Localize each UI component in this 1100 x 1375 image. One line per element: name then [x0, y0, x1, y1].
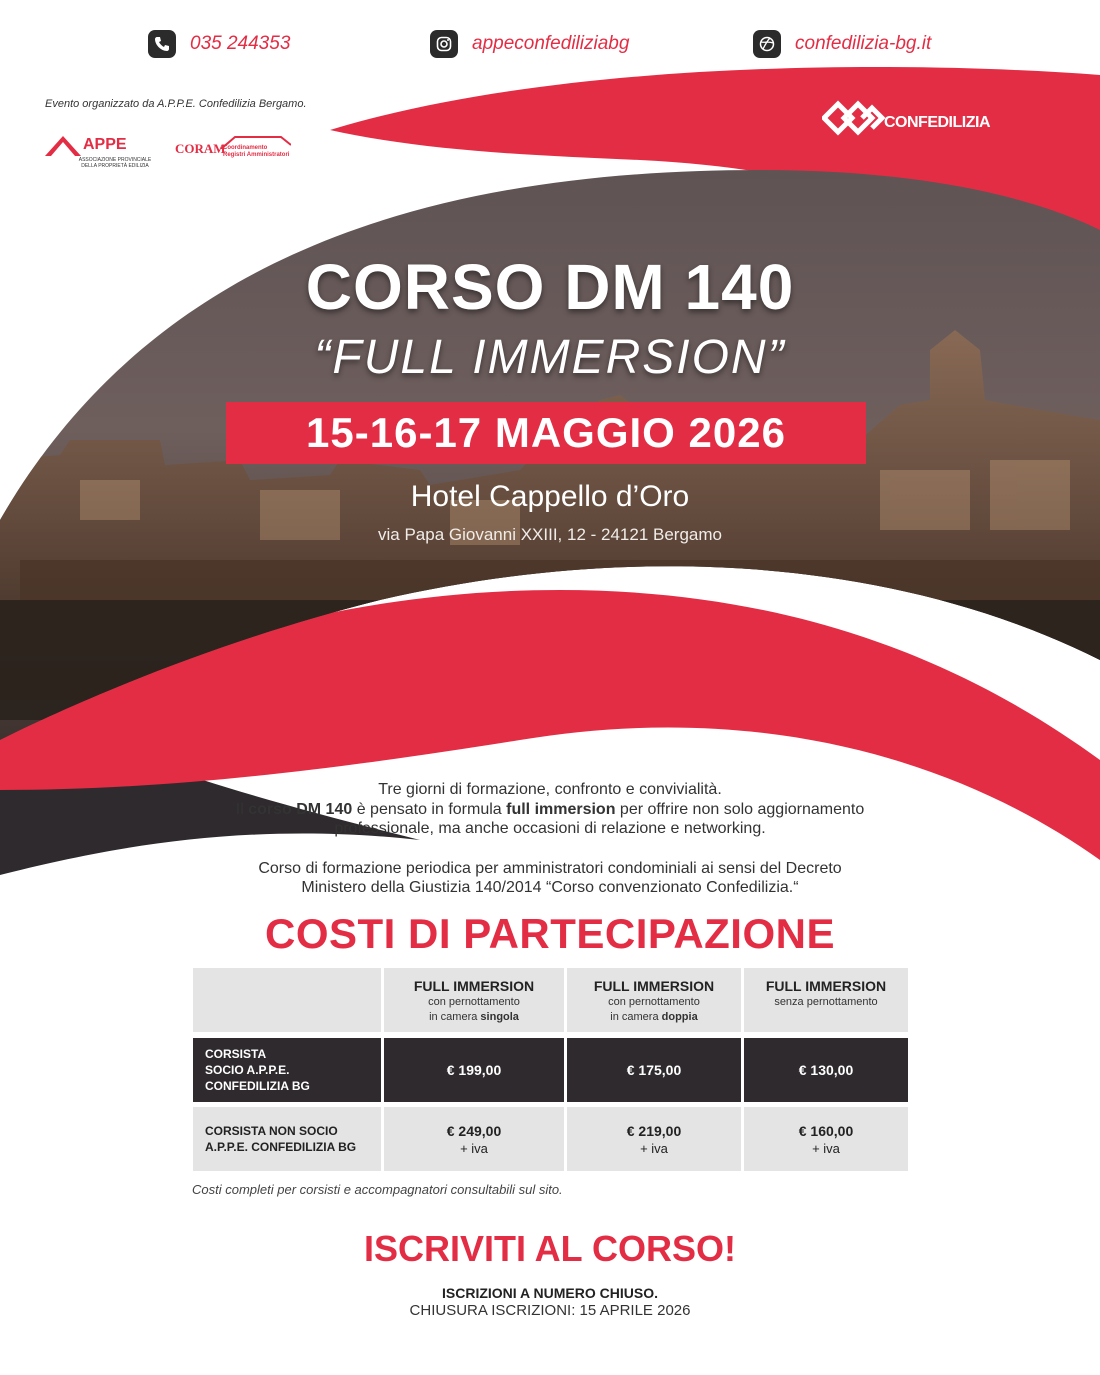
table-header-col-1: FULL IMMERSION con pernottamento in camera singola — [384, 968, 564, 1032]
organizer-note: Evento organizzato da A.P.P.E. Confedilizia Bergamo. — [45, 98, 307, 110]
intro-text — [150, 780, 950, 898]
phone-number: 035 244353 — [190, 33, 291, 54]
course-dates: 15-16-17 MAGGIO 2026 — [226, 402, 866, 464]
contact-instagram[interactable] — [430, 30, 629, 58]
confedilizia-logo-name: CONFEDILIZIA — [884, 114, 990, 131]
contact-phone[interactable] — [148, 30, 290, 58]
coram-logo-sub: Coordinamento Registri Amministratori — [223, 145, 290, 158]
coram-logo — [175, 135, 295, 165]
price-member-single: € 199,00 — [384, 1038, 564, 1102]
intro-paragraph-3a: Corso di formazione periodica per amministratori condominiali ai sensi del Decreto — [258, 859, 842, 877]
course-title: CORSO DM 140 — [305, 251, 795, 323]
venue-name: Hotel Cappello d’Oro — [410, 480, 690, 513]
website-url: confedilizia-bg.it — [795, 33, 932, 54]
signup-deadline: CHIUSURA ISCRIZIONI: 15 APRILE 2026 — [409, 1302, 691, 1319]
price-non-member-single: € 249,00 + iva — [384, 1107, 564, 1171]
table-header-col-3: FULL IMMERSION senza pernottamento — [744, 968, 908, 1032]
price-non-member-double: € 219,00 + iva — [567, 1107, 741, 1171]
table-corner — [193, 968, 381, 1032]
intro-paragraph-2: Il corso DM 140 è pensato in formula full immersion per offrire non solo aggiornamento — [235, 800, 865, 818]
appe-logo — [45, 130, 152, 175]
phone-icon — [148, 30, 176, 58]
appe-logo-name: APPE — [83, 136, 127, 153]
globe-icon — [753, 30, 781, 58]
table-row-label-non-member: CORSISTA NON SOCIO A.P.P.E. CONFEDILIZIA BG — [193, 1107, 381, 1171]
table-row-label-member: CORSISTA SOCIO A.P.P.E. CONFEDILIZIA BG — [193, 1038, 381, 1102]
instagram-handle: appeconfediliziabg — [472, 33, 630, 54]
price-member-no-stay: € 130,00 — [744, 1038, 908, 1102]
instagram-icon — [430, 30, 458, 58]
intro-line-1: Tre giorni di formazione, confronto e convivialità. — [378, 781, 722, 798]
price-non-member-no-stay: € 160,00 + iva — [744, 1107, 908, 1171]
contact-website[interactable] — [753, 30, 931, 58]
costs-title: COSTI DI PARTECIPAZIONE — [265, 910, 835, 957]
price-member-double: € 175,00 — [567, 1038, 741, 1102]
table-header-col-2: FULL IMMERSION con pernottamento in camera doppia — [567, 968, 741, 1032]
confedilizia-logo — [822, 98, 1002, 138]
intro-paragraph-3b: Ministero della Giustizia 140/2014 “Corso convenzionato Confedilizia.“ — [301, 879, 799, 896]
costs-note: Costi completi per corsisti e accompagnatori consultabili sul sito. — [192, 1182, 563, 1197]
signup-limited: ISCRIZIONI A NUMERO CHIUSO. — [442, 1285, 658, 1301]
venue-address: via Papa Giovanni XXIII, 12 - 24121 Bergamo — [378, 525, 722, 544]
signup-title: ISCRIVITI AL CORSO! — [363, 1228, 737, 1269]
intro-paragraph-2-cont: professionale, ma anche occasioni di relazione e networking. — [334, 820, 766, 837]
coram-logo-name: CORAM — [175, 141, 226, 156]
appe-logo-sub: ASSOCIAZIONE PROVINCIALE DELLA PROPRIETÀ EDILIZIA — [78, 157, 152, 169]
course-subtitle: “FULL IMMERSION” — [314, 331, 786, 384]
